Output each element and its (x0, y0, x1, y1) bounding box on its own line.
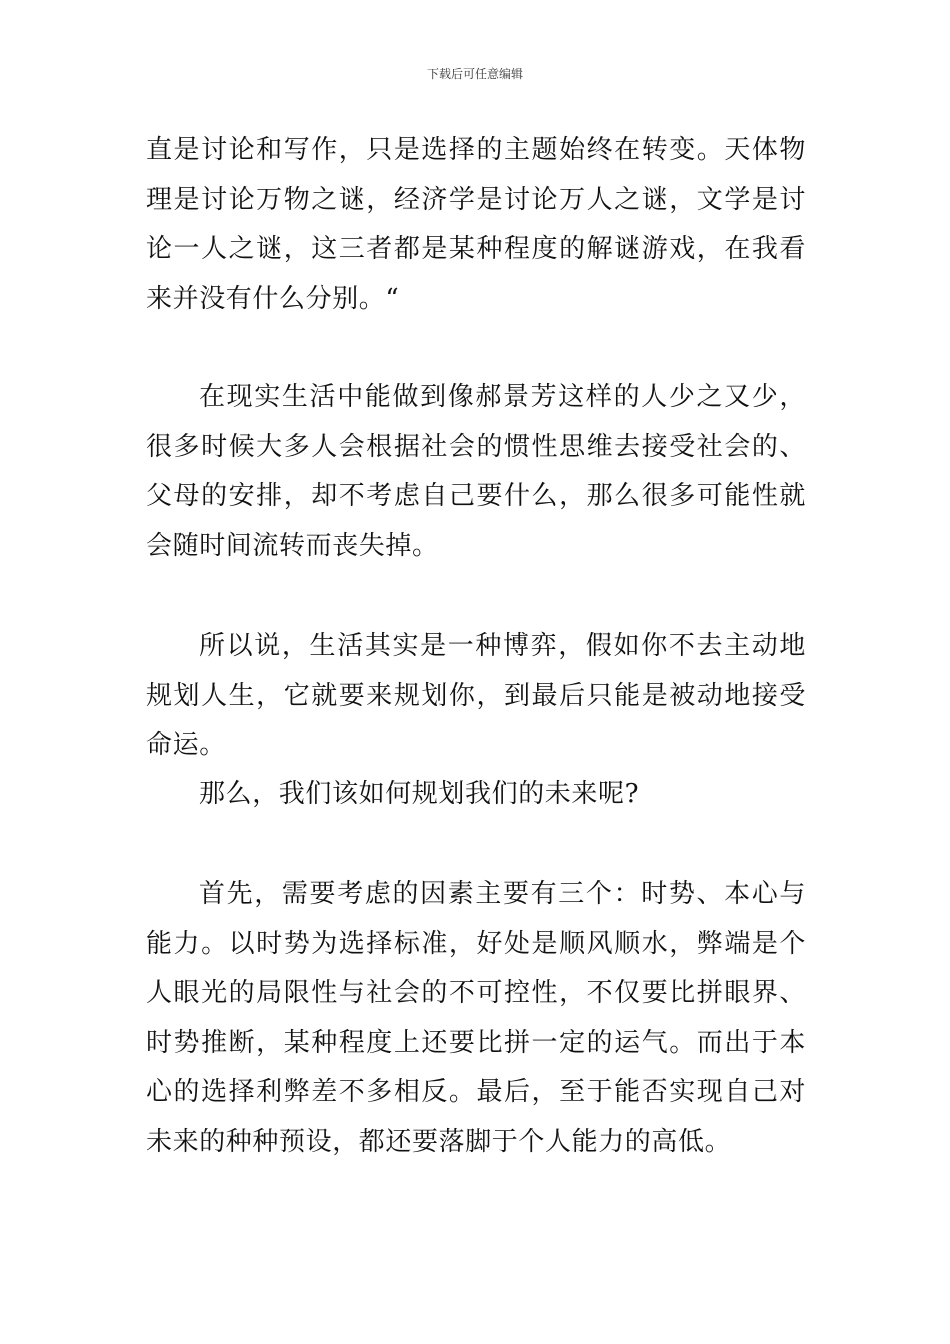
paragraph-2 (146, 373, 806, 571)
paragraph-1 (146, 126, 806, 324)
paragraph-5 (146, 870, 806, 1167)
paragraph-4-text: 那么，我们该如何规划我们的未来呢? (199, 779, 640, 809)
paragraph-3 (146, 622, 806, 771)
paragraph-5-text: 首先，需要考虑的因素主要有三个：时势、本心与能力。以时势为选择标准，好处是顺风顺水，弊端是个人眼光的局限性与社会的不可控性，不仅要比拼眼界、时势推断，某种程度上还要比拼一定的运气。而出于本心的选择利弊差不多相反。最后，至于能否实现自己对未来的种种预设，都还要落脚于个人能力的高低。 (146, 879, 806, 1157)
header-note: 下载后可任意编辑 (426, 67, 523, 81)
paragraph-4 (146, 770, 806, 820)
paragraph-3-text: 所以说，生活其实是一种博弈，假如你不去主动地规划人生，它就要来规划你，到最后只能是被动地接受命运。 (146, 631, 806, 760)
paragraph-1-text: 直是讨论和写作，只是选择的主题始终在转变。天体物理是讨论万物之谜，经济学是讨论万人之谜，文学是讨论一人之谜，这三者都是某种程度的解谜游戏，在我看来并没有什么分别。“ (146, 135, 806, 314)
paragraph-2-text: 在现实生活中能做到像郝景芳这样的人少之又少，很多时候大多人会根据社会的惯性思维去接受社会的、父母的安排，却不考虑自己要什么，那么很多可能性就会随时间流转而丧失掉。 (146, 382, 806, 561)
